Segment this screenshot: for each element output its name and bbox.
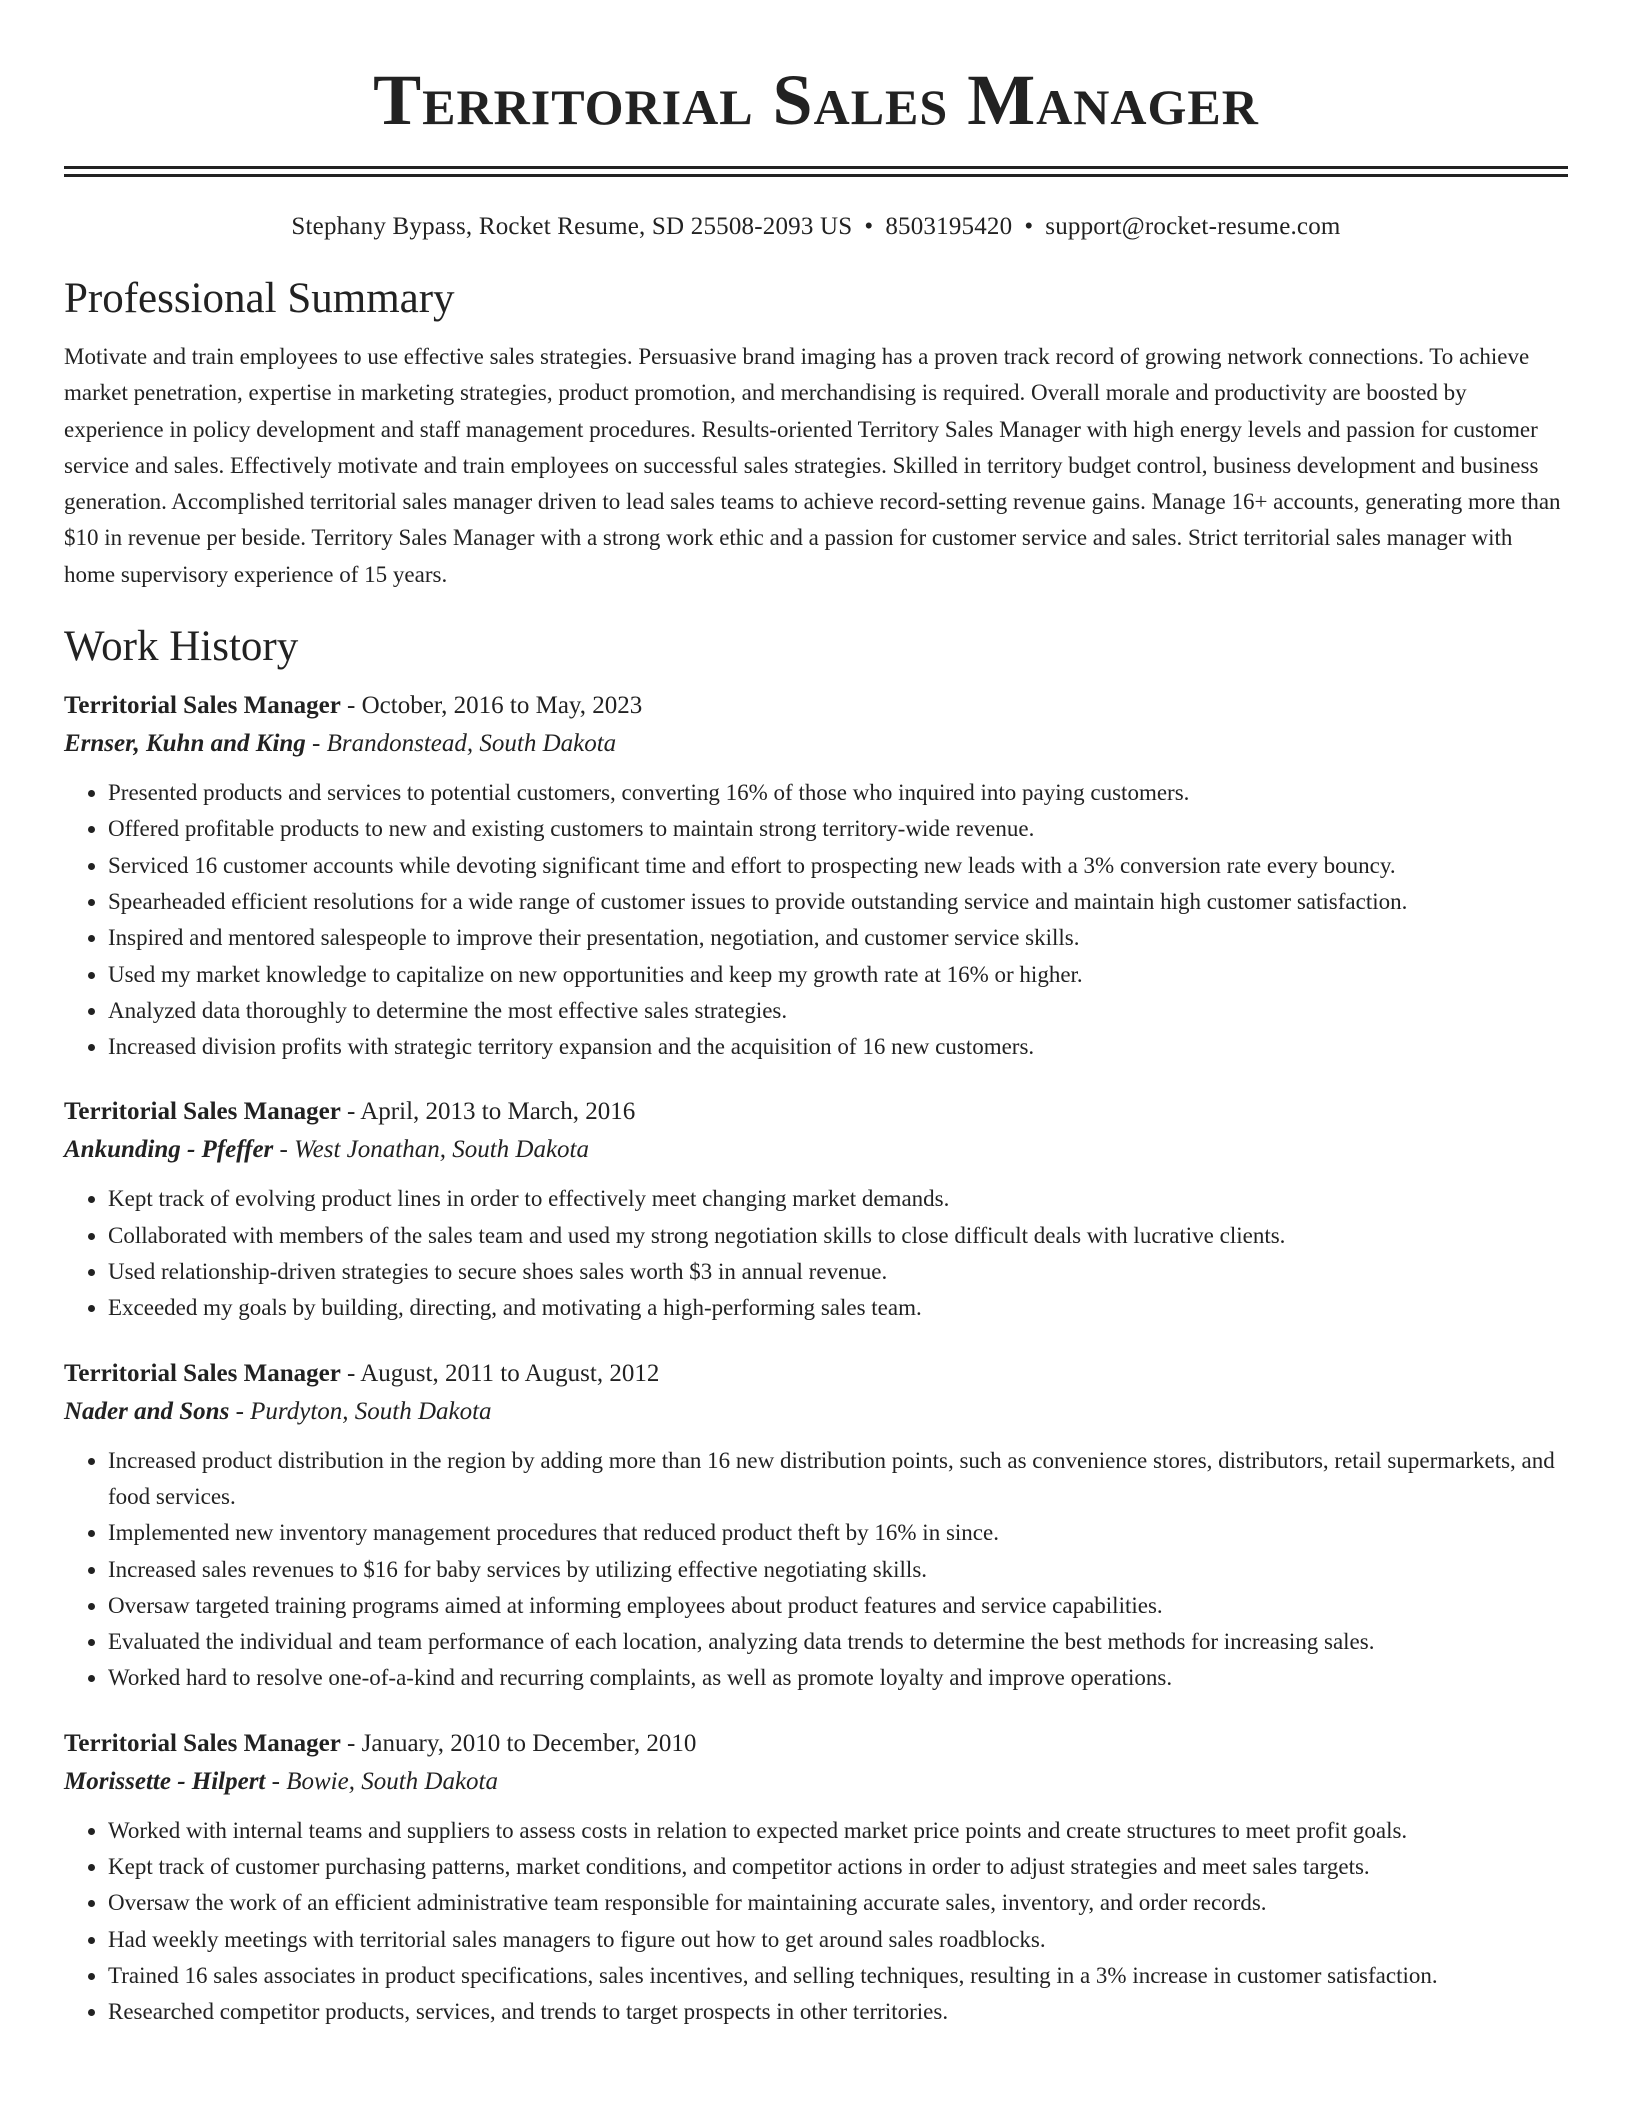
company-name: Ernser, Kuhn and King: [64, 730, 306, 758]
list-item: • Analyzed data thoroughly to determine the most effective sales strategies.: [108, 993, 1568, 1029]
contact-email: support@rocket-resume.com: [1045, 213, 1341, 240]
resume-title: Territorial Sales Manager: [373, 60, 1259, 140]
list-item: • Inspired and mentored salespeople to improve their presentation, negotiation, and customer service skills.: [108, 920, 1568, 956]
contact-separator: •: [864, 213, 874, 240]
list-item: • Presented products and services to potential customers, converting 16% of those who inquired into paying customers.: [108, 775, 1568, 811]
work-history-list: [64, 687, 1568, 2030]
job-dates: - April, 2013 to March, 2016: [340, 1098, 636, 1126]
job-header: [64, 1093, 1568, 1131]
list-item: • Increased product distribution in the region by adding more than 16 new distribution points, such as convenience stores, distributors, retail supermarkets, and food services.: [108, 1443, 1568, 1516]
company-name: Ankunding - Pfeffer: [64, 1136, 274, 1164]
list-item: • Evaluated the individual and team performance of each location, analyzing data trends to determine the best methods for increasing sales.: [108, 1624, 1568, 1660]
summary-text: Motivate and train employees to use effective sales strategies. Persuasive brand imaging has a proven track record of growing network connections. To achieve market penetration, expertise in marketing strategies, product promotion, and merchandising is required. Overall morale and productivity are boosted by experience in policy development and staff management procedures. Results-oriented Territory Sales Manager with high energy levels and passion for customer service and sales. Effectively motivate and train employees on successful sales strategies. Skilled in territory budget control, business development and business generation. Accomplished territorial sales manager driven to lead sales teams to achieve record-setting revenue gains. Manage 16+ accounts, generating more than $10 in revenue per beside. Territory Sales Manager with a strong work ethic and a passion for customer service and sales. Strict territorial sales manager with home supervisory experience of 15 years.: [64, 344, 1561, 587]
company-name: Nader and Sons: [64, 1397, 230, 1425]
list-item: • Used relationship-driven strategies to secure shoes sales worth $3 in annual revenue.: [108, 1254, 1568, 1290]
contact-separator: •: [1024, 213, 1034, 240]
list-item: • Researched competitor products, services, and trends to target prospects in other territories.: [108, 1994, 1568, 2030]
job-dates: - August, 2011 to August, 2012: [340, 1359, 660, 1387]
job-title: Territorial Sales Manager: [64, 1359, 341, 1387]
job-entry: [64, 1725, 1568, 2031]
company-name: Morissette - Hilpert: [64, 1767, 266, 1795]
company-location: - Purdyton, South Dakota: [229, 1397, 492, 1425]
list-item: • Kept track of evolving product lines in order to effectively meet changing market demands.: [108, 1181, 1568, 1217]
job-entry: [64, 1093, 1568, 1326]
job-entry: [64, 1355, 1568, 1697]
list-item: • Oversaw the work of an efficient administrative team responsible for maintaining accurate sales, inventory, and order records.: [108, 1885, 1568, 1921]
title-double-rule: [64, 166, 1568, 177]
company-line: [64, 1131, 1568, 1169]
list-item: • Collaborated with members of the sales team and used my strong negotiation skills to close difficult deals with lucrative clients.: [108, 1218, 1568, 1254]
job-dates: - October, 2016 to May, 2023: [340, 692, 643, 720]
job-title: Territorial Sales Manager: [64, 1729, 341, 1757]
job-entry: [64, 687, 1568, 1065]
job-dates: - January, 2010 to December, 2010: [340, 1729, 697, 1757]
company-location: - West Jonathan, South Dakota: [273, 1136, 589, 1164]
company-line: [64, 1763, 1568, 1801]
company-line: [64, 725, 1568, 763]
list-item: • Serviced 16 customer accounts while devoting significant time and effort to prospecting new leads with a 3% conversion rate every bouncy.: [108, 848, 1568, 884]
job-header: [64, 1725, 1568, 1763]
list-item: • Had weekly meetings with territorial sales managers to figure out how to get around sales roadblocks.: [108, 1922, 1568, 1958]
company-location: - Bowie, South Dakota: [265, 1767, 498, 1795]
job-bullets: [64, 1813, 1568, 2031]
list-item: • Oversaw targeted training programs aimed at informing employees about product features and service capabilities.: [108, 1588, 1568, 1624]
company-location: - Brandonstead, South Dakota: [305, 730, 617, 758]
contact-address: Stephany Bypass, Rocket Resume, SD 25508-2093 US: [291, 213, 853, 240]
job-header: [64, 1355, 1568, 1393]
list-item: • Worked hard to resolve one-of-a-kind and recurring complaints, as well as promote loyalty and improve operations.: [108, 1660, 1568, 1696]
list-item: • Kept track of customer purchasing patterns, market conditions, and competitor actions in order to adjust strategies and meet sales targets.: [108, 1849, 1568, 1885]
job-title: Territorial Sales Manager: [64, 1098, 341, 1126]
list-item: • Trained 16 sales associates in product specifications, sales incentives, and selling techniques, resulting in a 3% increase in customer satisfaction.: [108, 1958, 1568, 1994]
list-item: • Implemented new inventory management procedures that reduced product theft by 16% in since.: [108, 1515, 1568, 1551]
list-item: • Exceeded my goals by building, directing, and motivating a high-performing sales team.: [108, 1290, 1568, 1326]
list-item: • Worked with internal teams and suppliers to assess costs in relation to expected market price points and create structures to meet profit goals.: [108, 1813, 1568, 1849]
job-title: Territorial Sales Manager: [64, 692, 341, 720]
company-line: [64, 1393, 1568, 1431]
list-item: • Spearheaded efficient resolutions for a wide range of customer issues to provide outstanding service and maintain high customer satisfaction.: [108, 884, 1568, 920]
job-header: [64, 687, 1568, 725]
work-history-heading: Work History: [64, 623, 299, 671]
job-bullets: [64, 1443, 1568, 1697]
job-bullets: [64, 775, 1568, 1065]
list-item: • Offered profitable products to new and existing customers to maintain strong territory-wide revenue.: [108, 811, 1568, 847]
list-item: • Used my market knowledge to capitalize on new opportunities and keep my growth rate at 16% or higher.: [108, 957, 1568, 993]
job-bullets: [64, 1181, 1568, 1326]
list-item: • Increased sales revenues to $16 for baby services by utilizing effective negotiating skills.: [108, 1552, 1568, 1588]
list-item: • Increased division profits with strategic territory expansion and the acquisition of 16 new customers.: [108, 1029, 1568, 1065]
summary-heading: Professional Summary: [64, 275, 455, 322]
contact-phone: 8503195420: [885, 213, 1013, 240]
contact-line: [64, 211, 1568, 243]
